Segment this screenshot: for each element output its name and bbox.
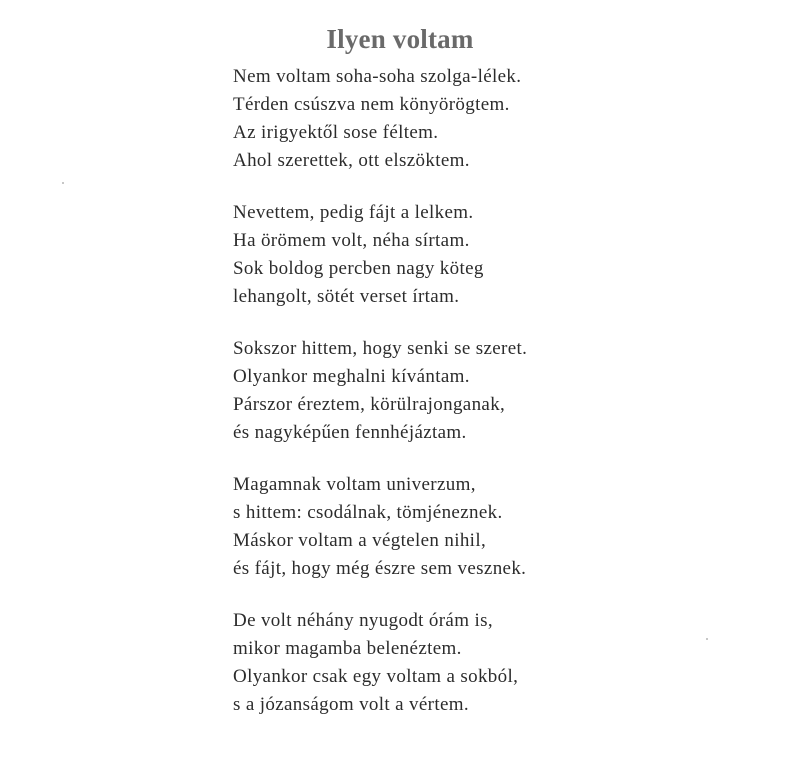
poem-line: és nagyképűen fennhéjáztam. <box>233 422 467 443</box>
stanza <box>233 199 753 311</box>
stanza <box>233 63 753 175</box>
stanza <box>233 607 753 719</box>
poem-line: Ahol szerettek, ott elszöktem. <box>233 150 470 171</box>
poem-line: De volt néhány nyugodt órám is, <box>233 610 493 631</box>
poem-line: Sokszor hittem, hogy senki se szeret. <box>233 338 528 359</box>
poem-line: Nevettem, pedig fájt a lelkem. <box>233 202 474 223</box>
scan-speck <box>62 182 64 184</box>
poem-line: mikor magamba belenéztem. <box>233 638 462 659</box>
poem-line: Az irigyektől sose féltem. <box>233 122 439 143</box>
poem-line: s hittem: csodálnak, tömjéneznek. <box>233 502 503 523</box>
poem-line: Térden csúszva nem könyörögtem. <box>233 94 510 115</box>
poem-line: Olyankor meghalni kívántam. <box>233 366 470 387</box>
poem-line: lehangolt, sötét verset írtam. <box>233 286 460 307</box>
poem-line: Sok boldog percben nagy köteg <box>233 258 484 279</box>
poem-line: Nem voltam soha-soha szolga-lélek. <box>233 66 522 87</box>
poem-line: Máskor voltam a végtelen nihil, <box>233 530 487 551</box>
stanza <box>233 471 753 583</box>
poem-line: és fájt, hogy még észre sem vesznek. <box>233 558 527 579</box>
stanza <box>233 335 753 447</box>
poem-line: s a józanságom volt a vértem. <box>233 694 469 715</box>
poem-line: Magamnak voltam univerzum, <box>233 474 476 495</box>
poem-title: Ilyen voltam <box>326 24 474 55</box>
poem-body <box>233 63 753 719</box>
poem-line: Olyankor csak egy voltam a sokból, <box>233 666 519 687</box>
poem-line: Ha örömem volt, néha sírtam. <box>233 230 470 251</box>
poem-line: Párszor éreztem, körülrajonganak, <box>233 394 506 415</box>
